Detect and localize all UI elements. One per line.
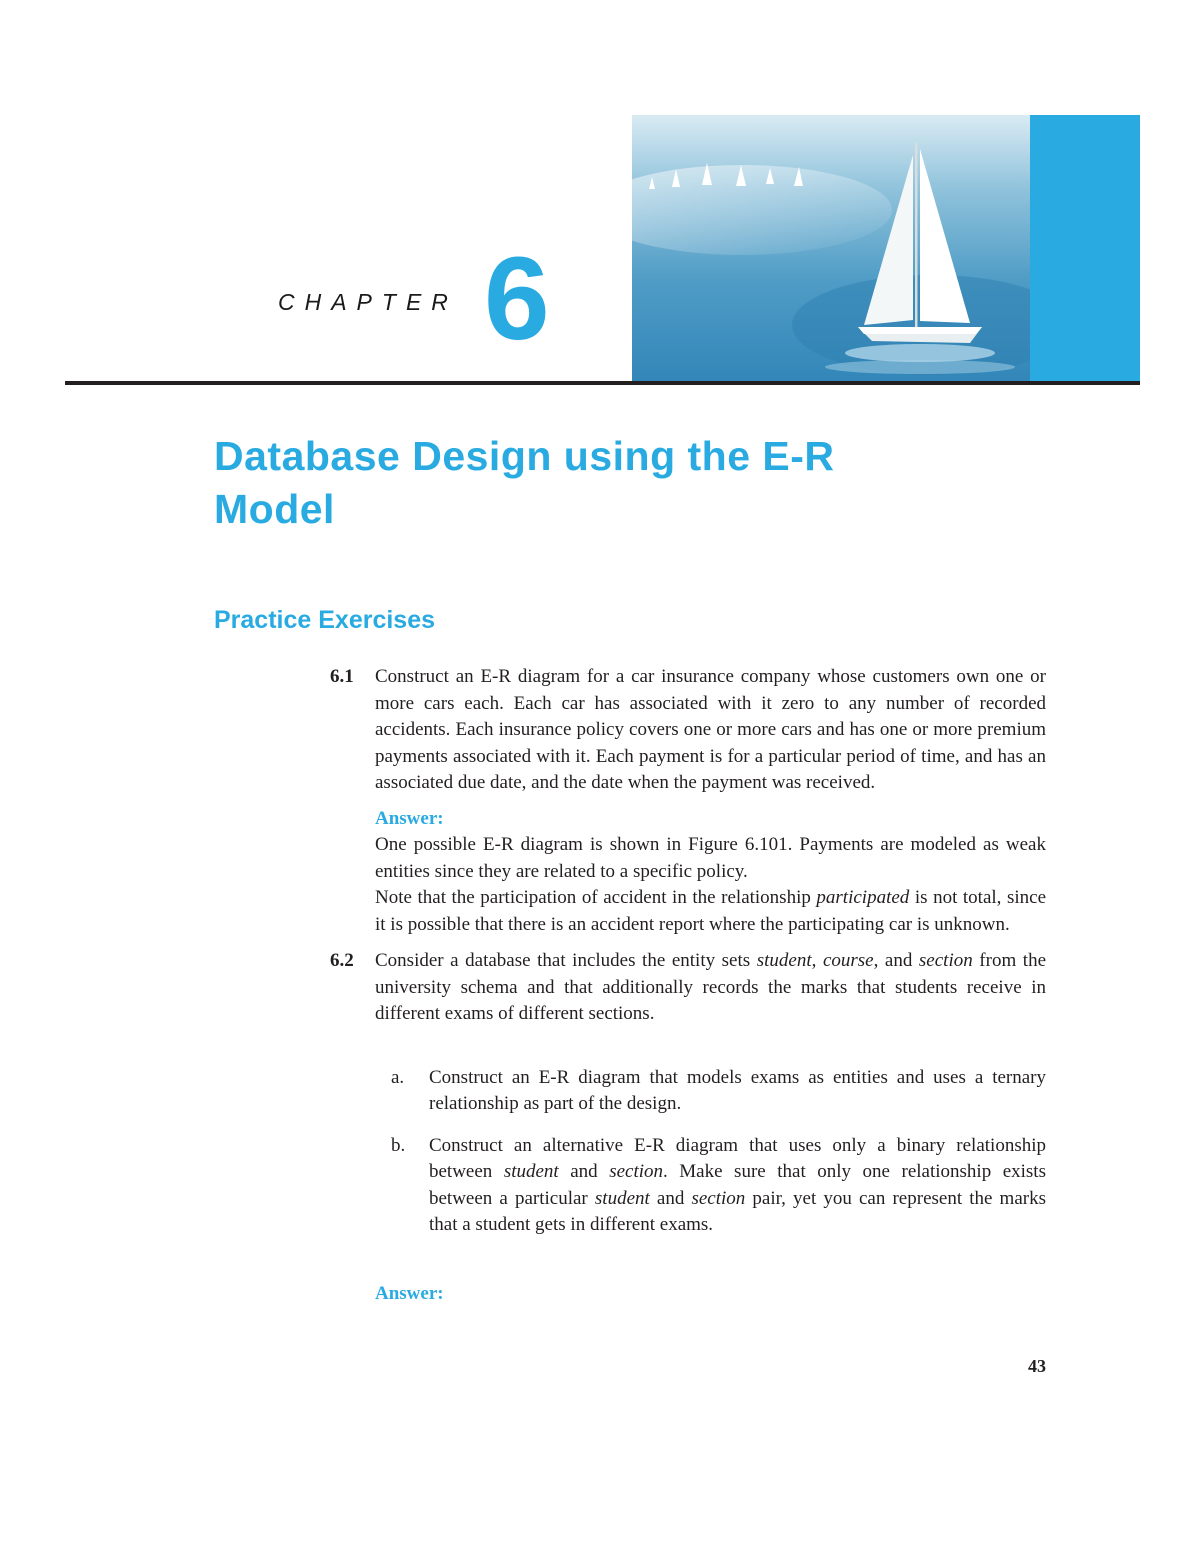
text-segment-italic: section bbox=[691, 1187, 746, 1209]
text-segment: , and bbox=[873, 950, 919, 971]
page-title-line1: Database Design using the E-R bbox=[214, 433, 835, 479]
exercise-6-1 bbox=[330, 664, 1046, 938]
chapter-label: CHAPTER bbox=[278, 289, 458, 315]
divider-rule bbox=[65, 381, 1140, 385]
exercise-text: Construct an E-R diagram for a car insurance company whose customers own one or more cars each. Each car has associated with it zero to any number of recorded accidents. Each insurance policy covers one or more cars and has one or more premium payments associated with it. Each payment is for a particular period of time, and has an associated due date, and the date when the payment was received. bbox=[375, 666, 1046, 793]
item-label: b. bbox=[391, 1134, 406, 1156]
exercise-body bbox=[375, 664, 1046, 938]
text-segment-italic: section bbox=[918, 950, 973, 971]
text-segment-italic: participated bbox=[816, 887, 910, 908]
exercise-text bbox=[375, 948, 1046, 1028]
text-segment: Consider a database that includes the entity sets bbox=[375, 950, 757, 971]
page-title-line2: Model bbox=[214, 486, 335, 532]
answer-label: Answer: bbox=[375, 1282, 444, 1304]
text-segment: pair, yet you can represent the marks that a student gets in different exams. bbox=[429, 1187, 1046, 1235]
text-segment: Construct an alternative E-R diagram that uses only a binary relationship between bbox=[429, 1134, 1046, 1182]
text-segment-italic: student bbox=[503, 1161, 559, 1182]
sub-item-list bbox=[375, 1065, 1046, 1239]
chapter-number: 6 bbox=[484, 233, 550, 365]
list-item-a bbox=[391, 1065, 1046, 1118]
text-segment: , bbox=[811, 950, 823, 971]
exercise-number: 6.1 bbox=[330, 666, 354, 687]
text-segment: is not total, since it is possible that there is an accident report where the participating car is unknown. bbox=[375, 887, 1046, 935]
exercise-number: 6.2 bbox=[330, 950, 354, 971]
text-segment-italic: student bbox=[756, 950, 812, 971]
item-label: a. bbox=[391, 1066, 405, 1088]
answer-label: Answer: bbox=[375, 807, 444, 829]
accent-color-bar bbox=[1030, 115, 1140, 383]
text-segment: Note that the participation of accident in the relationship bbox=[375, 887, 817, 908]
exercises-content bbox=[330, 664, 1046, 1317]
text-segment-italic: student bbox=[594, 1187, 650, 1209]
text-segment-italic: section bbox=[609, 1161, 664, 1182]
text-segment: . Make sure that only one relationship exists between a particular bbox=[429, 1161, 1046, 1209]
list-item-b bbox=[391, 1133, 1046, 1239]
sailboat-photo bbox=[632, 115, 1030, 383]
answer-paragraph: One possible E-R diagram is shown in Figure 6.101. Payments are modeled as weak entities since they are related to a specific policy. bbox=[375, 834, 1046, 882]
text-segment: and bbox=[649, 1187, 692, 1209]
page-number: 43 bbox=[1028, 1356, 1046, 1376]
text-segment: and bbox=[558, 1161, 610, 1182]
answer-paragraph bbox=[375, 885, 1046, 938]
text-segment-italic: course bbox=[822, 950, 874, 971]
exercise-body bbox=[375, 948, 1046, 1307]
section-heading: Practice Exercises bbox=[214, 606, 436, 634]
exercise-6-2 bbox=[330, 948, 1046, 1307]
page-title bbox=[214, 430, 1054, 536]
text-segment: from the university schema and that additionally records the marks that students receive in different exams of different sections. bbox=[375, 950, 1047, 1024]
item-text: Construct an E-R diagram that models exams as entities and uses a ternary relationship as part of the design. bbox=[429, 1066, 1046, 1114]
item-text bbox=[429, 1133, 1046, 1239]
